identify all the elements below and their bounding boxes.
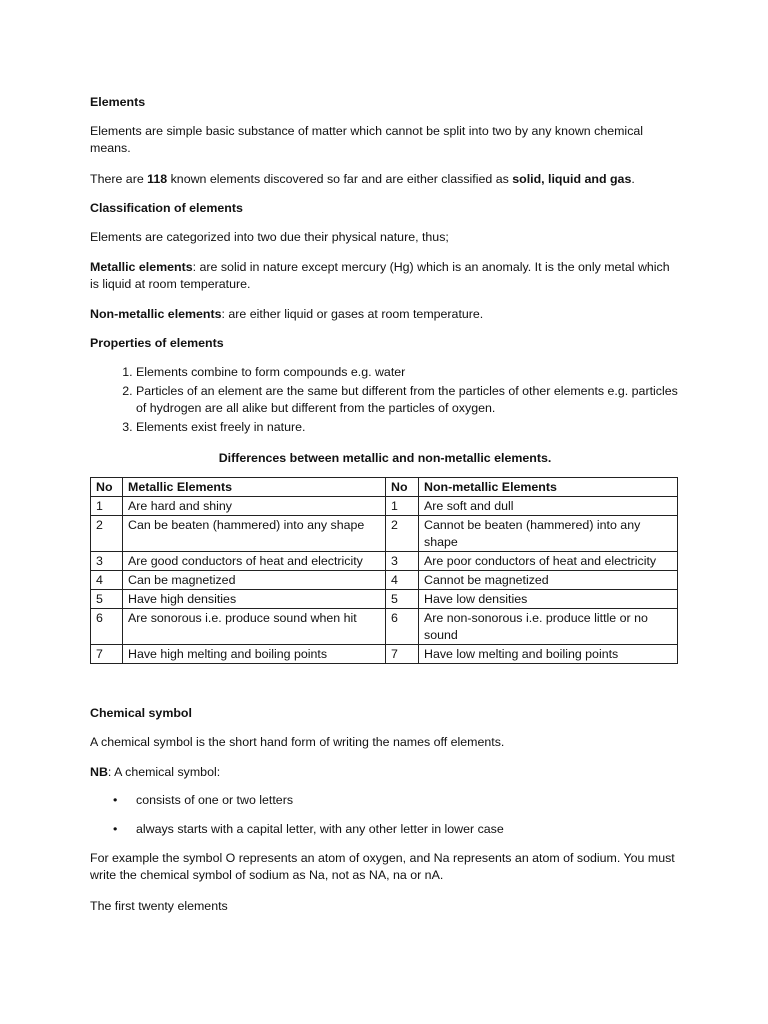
- table-header-row: [91, 478, 678, 497]
- table-cell: Have high densities: [123, 590, 386, 609]
- table-cell: 1: [386, 497, 419, 516]
- heading-properties: Properties of elements: [90, 336, 224, 350]
- table-cell: Cannot be magnetized: [419, 571, 678, 590]
- column-header-no: No: [91, 478, 123, 497]
- table-cell: Are good conductors of heat and electricity: [123, 552, 386, 571]
- table-cell: 2: [386, 516, 419, 552]
- list-item: [90, 792, 680, 809]
- metallic-text: : are solid in nature except mercury (Hg) which is an anomaly. It is the only metal which is liquid at room temperature.: [90, 260, 670, 291]
- table-row: [91, 516, 678, 552]
- table-cell: Are soft and dull: [419, 497, 678, 516]
- list-item: 2. Particles of an element are the same but different from the particles of other elements e.g. particles of hydrogen are all alike but different from the particles of oxygen.: [136, 383, 680, 417]
- heading-elements: Elements: [90, 95, 146, 109]
- element-count: 118: [147, 172, 168, 186]
- non-metallic-elements-paragraph: [90, 306, 680, 323]
- nb-label: NB: [90, 765, 108, 779]
- nb-text: : A chemical symbol:: [107, 765, 221, 779]
- table-cell: 3: [386, 552, 419, 571]
- table-cell: 4: [386, 571, 419, 590]
- list-item-text: consists of one or two letters: [136, 793, 294, 807]
- symbol-definition: A chemical symbol is the short hand form of writing the names off elements.: [90, 735, 505, 749]
- example-paragraph: For example the symbol O represents an atom of oxygen, and Na represents an atom of sodium. You must write the chemical symbol of sodium as Na, not as NA, na or nA.: [90, 851, 675, 882]
- table-cell: 7: [386, 645, 419, 664]
- metallic-elements-paragraph: [90, 259, 680, 293]
- table-cell: Are sonorous i.e. produce sound when hit: [123, 609, 386, 645]
- table-cell: Are poor conductors of heat and electricity: [419, 552, 678, 571]
- table-cell: Can be beaten (hammered) into any shape: [123, 516, 386, 552]
- non-metallic-term: Non-metallic elements: [90, 307, 222, 321]
- properties-list: [90, 364, 680, 438]
- table-cell: 4: [91, 571, 123, 590]
- bullet-icon: •: [113, 793, 118, 807]
- elements-count-sentence: [90, 171, 680, 188]
- table-row: [91, 552, 678, 571]
- first-twenty-elements: The first twenty elements: [90, 899, 228, 913]
- nb-list: [90, 792, 680, 809]
- table-cell: 6: [91, 609, 123, 645]
- heading-classification: Classification of elements: [90, 201, 243, 215]
- table-cell: 7: [91, 645, 123, 664]
- list-item: [90, 821, 680, 838]
- states-of-matter: solid, liquid and gas: [512, 172, 632, 186]
- table-cell: Have low melting and boiling points: [419, 645, 678, 664]
- list-item: 1. Elements combine to form compounds e.g. water: [136, 364, 680, 381]
- column-header-non-metallic: Non-metallic Elements: [419, 478, 678, 497]
- nb-note: [90, 764, 680, 781]
- table-row: [91, 590, 678, 609]
- non-metallic-text: : are either liquid or gases at room temperature.: [221, 307, 484, 321]
- table-cell: Can be magnetized: [123, 571, 386, 590]
- nb-list: [90, 821, 680, 838]
- list-item: 3. Elements exist freely in nature.: [136, 419, 680, 436]
- elements-definition: Elements are simple basic substance of matter which cannot be split into two by any known chemical means.: [90, 124, 644, 155]
- list-item-text: always starts with a capital letter, with any other letter in lower case: [136, 822, 504, 836]
- column-header-metallic: Metallic Elements: [123, 478, 386, 497]
- table-cell: Are non-sonorous i.e. produce little or no sound: [419, 609, 678, 645]
- count-pre: There are: [90, 172, 148, 186]
- table-cell: Have high melting and boiling points: [123, 645, 386, 664]
- table-cell: Are hard and shiny: [123, 497, 386, 516]
- bullet-icon: •: [113, 822, 118, 836]
- table-cell: Have low densities: [419, 590, 678, 609]
- classification-intro: Elements are categorized into two due their physical nature, thus;: [90, 230, 449, 244]
- differences-table: [90, 477, 678, 664]
- table-row: [91, 571, 678, 590]
- table-row: [91, 645, 678, 664]
- table-cell: 3: [91, 552, 123, 571]
- table-title: Differences between metallic and non-metallic elements.: [218, 451, 552, 465]
- table-cell: 5: [91, 590, 123, 609]
- table-cell: 2: [91, 516, 123, 552]
- column-header-no: No: [386, 478, 419, 497]
- table-cell: Cannot be beaten (hammered) into any shape: [419, 516, 678, 552]
- table-cell: 6: [386, 609, 419, 645]
- count-post: .: [631, 172, 635, 186]
- table-row: [91, 497, 678, 516]
- table-row: [91, 609, 678, 645]
- metallic-term: Metallic elements: [90, 260, 193, 274]
- table-cell: 1: [91, 497, 123, 516]
- heading-chemical-symbol: Chemical symbol: [90, 706, 192, 720]
- table-cell: 5: [386, 590, 419, 609]
- count-mid: known elements discovered so far and are either classified as: [167, 172, 513, 186]
